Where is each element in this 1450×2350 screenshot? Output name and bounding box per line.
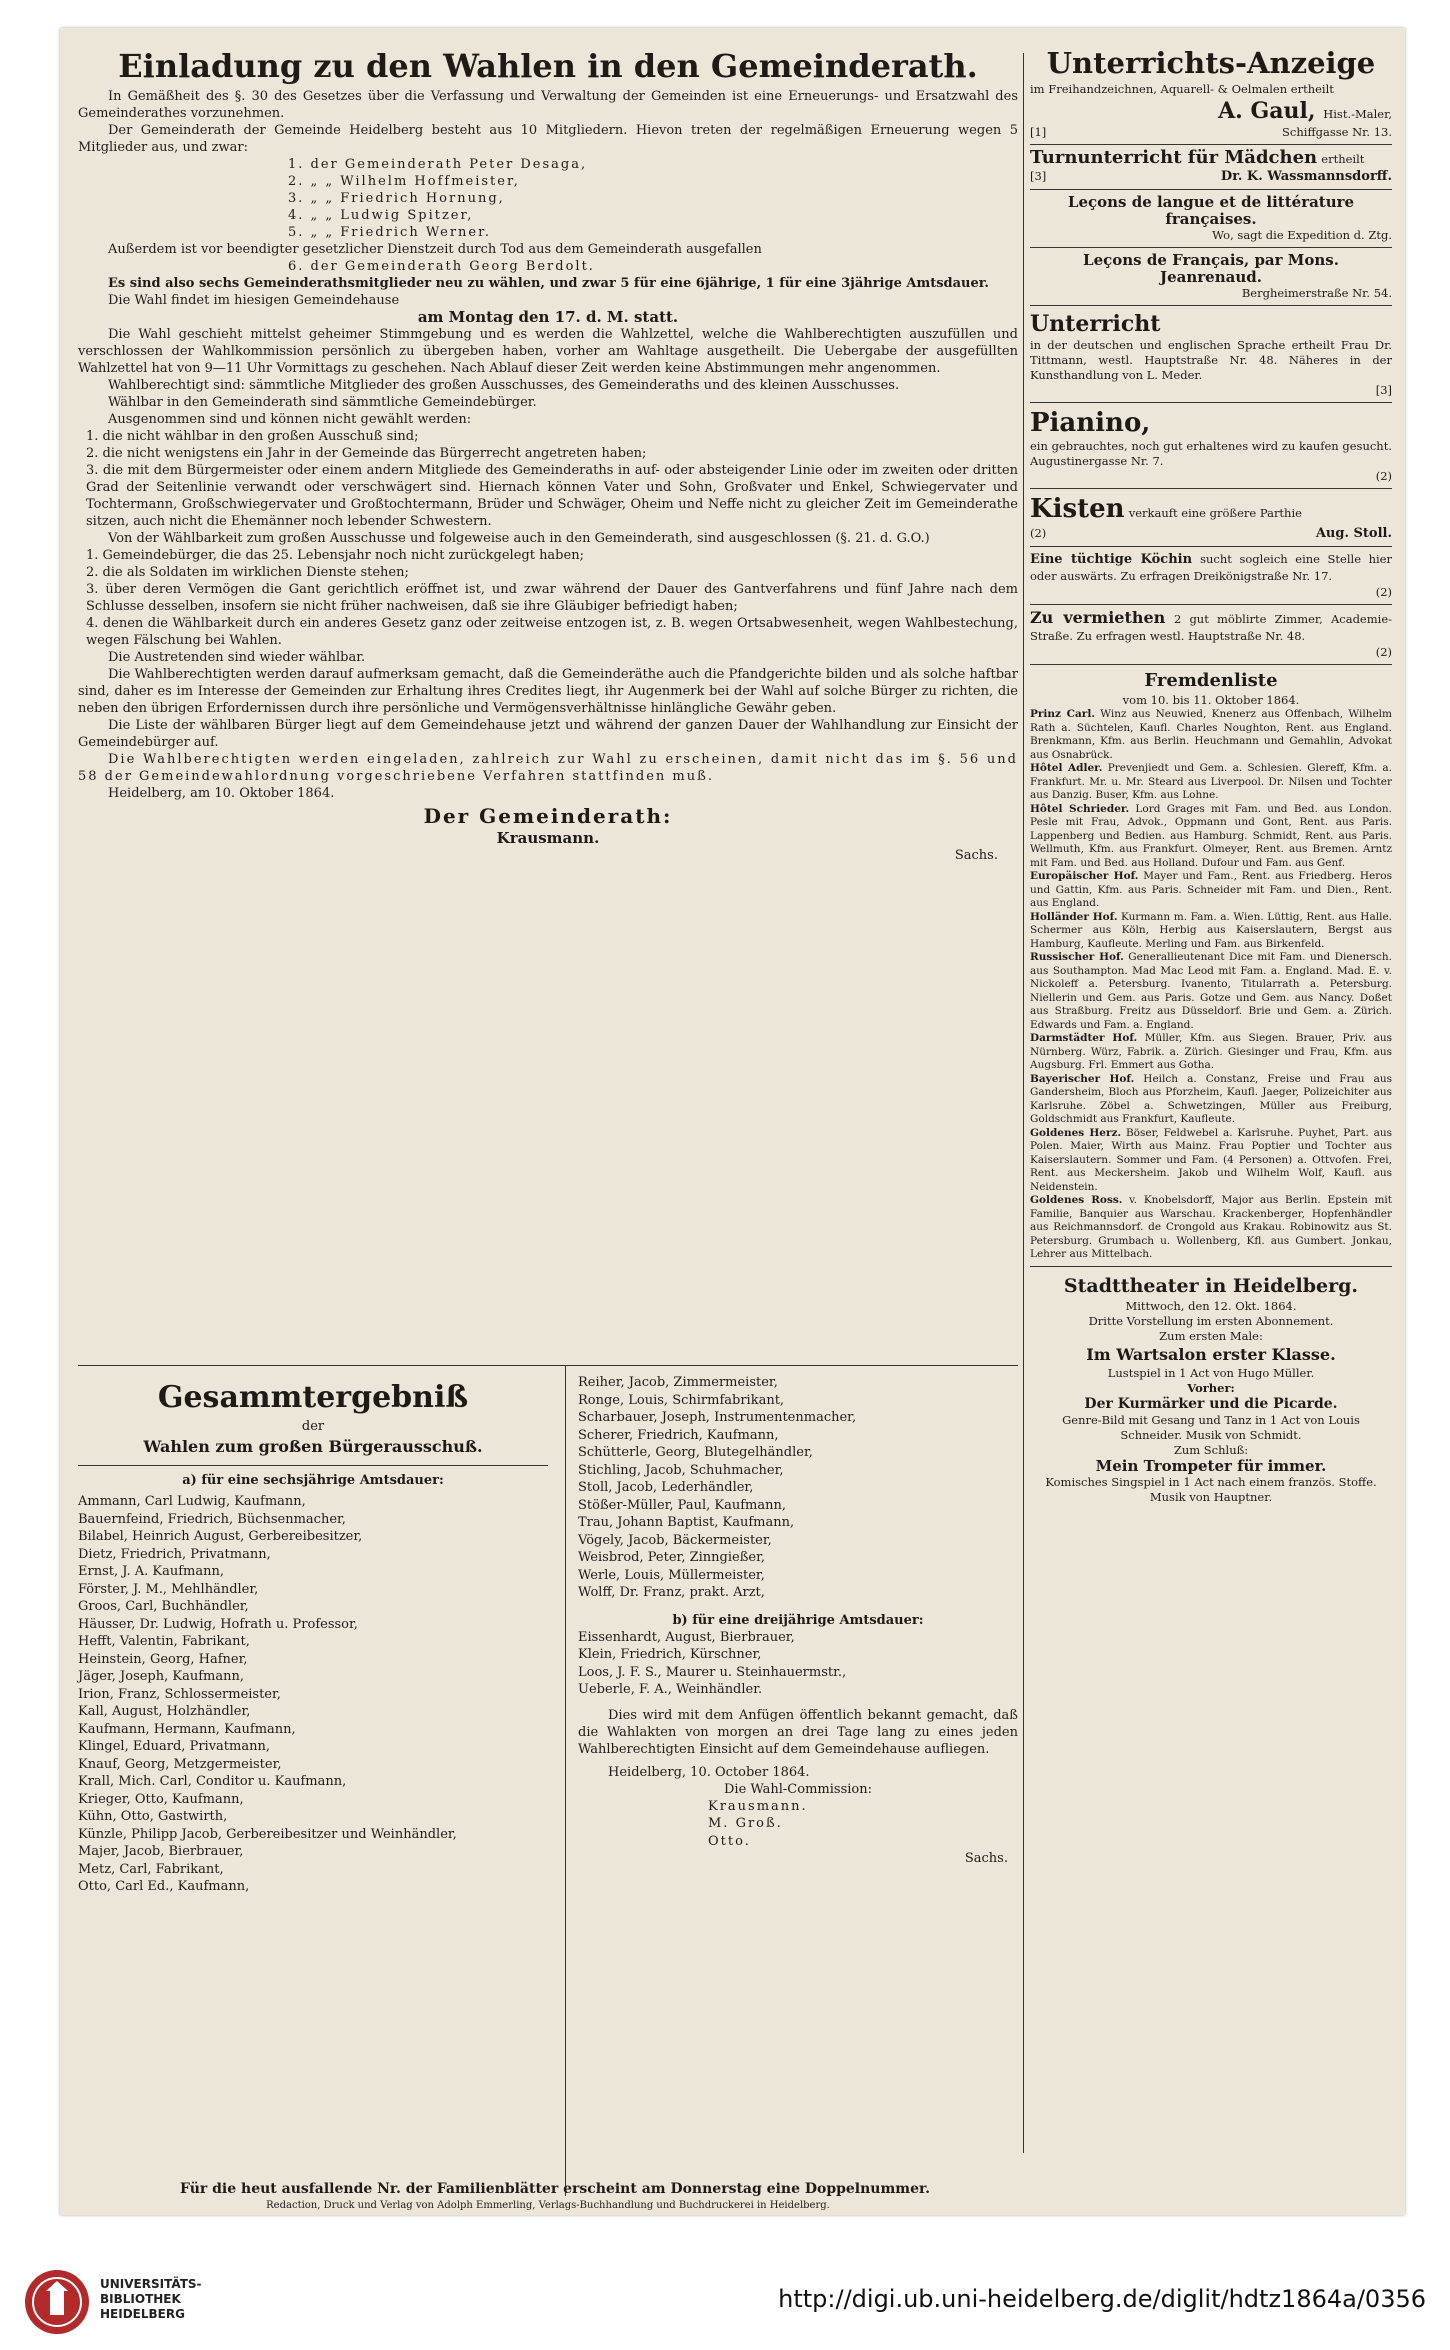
list-item: Eissenhardt, August, Bierbrauer,: [578, 1629, 795, 1645]
list-item: Loos, J. F. S., Maurer u. Steinhauermstr.,: [578, 1664, 847, 1680]
theater-line: Vorher:: [1187, 1380, 1235, 1395]
list-item: Werle, Louis, Müllermeister,: [578, 1567, 765, 1583]
hotel-name: Hôtel Adler.: [1030, 762, 1103, 774]
guest-list-date: vom 10. bis 11. Oktober 1864.: [1122, 693, 1300, 707]
list-item: Kaufmann, Hermann, Kaufmann,: [78, 1721, 296, 1737]
ad-cook: [1030, 547, 1392, 605]
theater-ad: [1030, 1267, 1392, 1505]
ad-name: A. Gaul,: [1218, 98, 1316, 124]
ad-title: Zu vermiethen: [1030, 608, 1166, 627]
guest-list-title: Fremdenliste: [1144, 670, 1278, 691]
list-item: 3. „ „ Friedrich Hornung,: [288, 191, 505, 206]
ad-footer: [1030, 525, 1392, 542]
subcolumn-divider: [565, 1366, 566, 2196]
list-item: Otto, Carl Ed., Kaufmann,: [78, 1879, 250, 1894]
list-item: 1. Gemeindebürger, die das 25. Lebensjahr noch nicht zurückgelegt haben;: [86, 548, 584, 563]
theater-date: Mittwoch, den 12. Okt. 1864.: [1125, 1298, 1297, 1313]
theater-line: Dritte Vorstellung im ersten Abonnement.: [1088, 1313, 1334, 1328]
library-line: BIBLIOTHEK: [100, 2292, 181, 2306]
play-subtitle: Komisches Singspiel in 1 Act nach einem französ. Stoffe. Musik von Hauptner.: [1045, 1474, 1377, 1504]
list-item: Stoll, Jacob, Lederhändler,: [578, 1480, 754, 1495]
list-item: Wolff, Dr. Franz, prakt. Arzt,: [578, 1585, 765, 1600]
hotel-name: Goldenes Herz.: [1030, 1126, 1122, 1139]
signature-title: Der Gemeinderath:: [423, 804, 673, 828]
ad-name: Aug. Stoll.: [1315, 526, 1392, 541]
hotel-name: Darmstädter Hof.: [1030, 1032, 1138, 1044]
retiring-members-list: [78, 156, 1018, 241]
list-item: 1. der Gemeinderath Peter Desaga,: [288, 157, 588, 172]
library-line: UNIVERSITÄTS-: [100, 2277, 202, 2291]
guest-entry: [1030, 870, 1392, 911]
column-divider: [1023, 53, 1024, 2153]
list-item: Bauernfeind, Friedrich, Büchsenmacher,: [78, 1511, 346, 1527]
commission-list: [578, 1798, 1018, 1851]
ad-title: Unterricht: [1030, 311, 1161, 337]
guest-text: Müller, Kfm. aus Siegen. Brauer, Priv. aus Nürnberg. Würz, Fabrik. a. Zürich. Giesinger und Frau, Kfm. aus Augsburg. Frl. Emmert aus Gotha.: [1030, 1032, 1392, 1071]
ad-marker: (2): [1030, 526, 1047, 540]
results-left-column: [78, 1366, 548, 2196]
paragraph: Außerdem ist vor beendigter gesetzlicher Dienstzeit durch Tod aus dem Gemeinderath ausgefallen: [108, 242, 762, 257]
ad-text: Bergheimerstraße Nr. 54.: [1241, 286, 1392, 300]
signature-right: Sachs.: [964, 1851, 1008, 1866]
names-a-left-list: [78, 1493, 548, 1896]
theater-title: Stadttheater in Heidelberg.: [1063, 1274, 1359, 1297]
ad-marker: [3]: [1030, 169, 1047, 183]
list-item: Heinstein, Georg, Hafner,: [78, 1651, 248, 1667]
list-item: Dietz, Friedrich, Privatmann,: [78, 1546, 271, 1562]
guest-entry: [1030, 803, 1392, 871]
list-item: Krausmann.: [708, 1798, 808, 1814]
ad-footer: [1030, 125, 1392, 140]
list-item: Stößer-Müller, Paul, Kaufmann,: [578, 1497, 786, 1513]
theater-line: Zum ersten Male:: [1159, 1328, 1263, 1343]
paragraph: Die Wahlberechtigten werden darauf aufmerksam gemacht, daß die Gemeinderäthe auch die Pfandgerichte bilden und als solche haftbar sind, daher es im Interesse der Gemeinden zur Erhaltung ihres Credites liegt, ihr Augenmerk bei der Wahl auf solche Bürger zu richten, die neben den übrigen Erfordernissen durch ihre persönliche und Vermögensverhältnisse hinlängliche Gewähr geben.: [78, 667, 1018, 716]
ad-body: [1030, 551, 1392, 585]
play-subtitle: Lustspiel in 1 Act von Hugo Müller.: [1107, 1365, 1315, 1380]
paragraph: Die Wahlberechtigten werden eingeladen, zahlreich zur Wahl zu erscheinen, damit nicht das im §. 56 und 58 der Gemeindewahlordnung vorgeschriebene Verfahren stattfinden muß.: [78, 752, 1018, 784]
exclusions-list-2: [78, 547, 1018, 649]
paragraph: Die Wahl geschieht mittelst geheimer Stimmgebung und es werden die Wahlzettel, welche die Wahlberechtigten auszufüllen und verschlossen der Wahlkommission persönlich zu übergeben haben, vorher am Wahltage ausgetheilt. Die Uebergabe der ausgefüllten Wahlzettel hat von 9—11 Uhr Vormittags zu geschehen. Nach Ablauf dieser Zeit werden keine Abstimmungen mehr angenommen.: [78, 327, 1018, 376]
list-item: Vögely, Jacob, Bäckermeister,: [578, 1532, 772, 1548]
ad-title: Kisten: [1030, 494, 1125, 524]
list-item: Ueberle, F. A., Weinhändler.: [578, 1682, 763, 1697]
paragraph: Von der Wählbarkeit zum großen Ausschusse und folgeweise auch in den Gemeinderath, sind ausgeschlossen (§. 21. d. G.O.): [108, 531, 930, 546]
ad-french-literature: [1030, 190, 1392, 248]
guest-entry: [1030, 708, 1392, 762]
guest-text: Mayer und Fam., Rent. aus Friedberg. Heros und Gattin, Kfm. aus Paris. Schneider mit Fam. und Dien., Rent. aus England.: [1030, 870, 1393, 909]
paragraph: Die Austretenden sind wieder wählbar.: [108, 650, 366, 665]
divider: [78, 1465, 548, 1466]
university-seal-icon: [22, 2267, 92, 2337]
list-item: Ernst, J. A. Kaufmann,: [78, 1564, 224, 1579]
signature-name: Krausmann.: [496, 829, 600, 847]
section-a-heading: a) für eine sechsjährige Amtsdauer:: [182, 1473, 444, 1488]
names-a-right-list: [578, 1374, 1018, 1602]
list-item: 5. „ „ Friedrich Werner.: [288, 225, 492, 240]
guest-text: Kurmann m. Fam. a. Wien. Lüttig, Rent. aus Halle. Schermer aus Köln, Herbig aus Kaiserslautern, Bergst aus Hamburg, Kaufleute. Merling und Fam. aus Birkenfeld.: [1030, 910, 1392, 950]
theater-line: Zum Schluß:: [1173, 1442, 1249, 1457]
ad-language-lessons: [1030, 306, 1392, 403]
ad-body: [1030, 609, 1392, 645]
list-item: 4. „ „ Ludwig Spitzer,: [288, 208, 474, 223]
paragraph: Ausgenommen sind und können nicht gewählt werden:: [108, 412, 472, 427]
ad-drawing-lessons: [1030, 28, 1392, 145]
ad-rooms: [1030, 605, 1392, 665]
list-item: Künzle, Philipp Jacob, Gerbereibesitzer und Weinhändler,: [78, 1826, 457, 1842]
list-item: 2. „ „ Wilhelm Hoffmeister,: [288, 174, 520, 189]
ad-role: Hist.-Maler,: [1323, 107, 1392, 121]
ad-marker: (2): [1375, 585, 1392, 599]
list-item: 2. die als Soldaten im wirklichen Dienste stehen;: [86, 565, 409, 580]
ad-text: verkauft eine größere Parthie: [1128, 506, 1302, 520]
guest-entry: [1030, 951, 1392, 1032]
list-item: Bilabel, Heinrich August, Gerbereibesitzer,: [78, 1529, 363, 1544]
ad-text: sucht sogleich eine Stelle hier oder auswärts. Zu erfragen Dreikönigstraße Nr. 17.: [1030, 552, 1392, 583]
ad-text: in der deutschen und englischen Sprache ertheilt Frau Dr. Tittmann, westl. Hauptstraße Nr. 48. Näheres in der Kunsthandlung von L. Meder.: [1030, 338, 1392, 382]
ad-footer: [1030, 168, 1392, 185]
guest-entry: [1030, 762, 1392, 803]
list-item: Scherer, Friedrich, Kaufmann,: [578, 1427, 779, 1443]
closing-paragraph: Dies wird mit dem Anfügen öffentlich bekannt gemacht, daß die Wahlakten von morgen an drei Tage lang zu eines jeden Wahlberechtigten Einsicht auf dem Gemeindehause aufliegen.: [578, 1707, 1018, 1757]
guest-text: Heilch a. Constanz, Freise und Frau aus Gandersheim, Bloch aus Pforzheim, Kaufl. Jaeger, Polizeichiter aus Karlsruhe. Zöbel a. Schwetzingen, Müller aus Freiburg, Goldschmidt aus Frankfurt, Kaufleute.: [1030, 1072, 1393, 1125]
list-item: Klingel, Eduard, Privatmann,: [78, 1739, 270, 1754]
guest-text: Prevenjiedt und Gem. a. Schlesien. Glereff, Kfm. a. Frankfurt. Mr. u. Mr. Steard aus Liverpool. Dr. Nilsen und Tochter aus Danzig. Buser, Kfm. aus Lohne.: [1030, 762, 1393, 801]
results-right-column: [578, 1366, 1018, 2196]
list-item: Häusser, Dr. Ludwig, Hofrath u. Professor,: [78, 1616, 358, 1632]
hotel-name: Russischer Hof.: [1030, 951, 1124, 963]
list-item: Reiher, Jacob, Zimmermeister,: [578, 1375, 778, 1390]
ad-french-lessons: [1030, 248, 1392, 306]
play-subtitle: Genre-Bild mit Gesang und Tanz in 1 Act von Louis Schneider. Musik von Schmidt.: [1062, 1412, 1360, 1442]
list-item: Ronge, Louis, Schirmfabrikant,: [578, 1392, 785, 1408]
ad-title: Leçons de langue et de littérature françaises.: [1067, 193, 1355, 228]
list-item: Knauf, Georg, Metzgermeister,: [78, 1756, 282, 1772]
guest-text: Böser, Feldwebel a. Karlsruhe. Puyhet, Part. aus Polen. Maier, Wirth aus Mainz. Frau Poptier und Tochter aus Kaiserslautern. Sommer und Fam. (4 Personen) a. Ottvofen. Frei, Rent. aus Meckersheim. Jakob und Wilhelm Wolf, Kaufl. aus Neidenstein.: [1030, 1126, 1392, 1193]
commission-title: Die Wahl-Commission:: [724, 1781, 872, 1797]
ad-advertiser: [1030, 97, 1392, 125]
imprint: Redaction, Druck und Verlag von Adolph Emmerling, Verlags-Buchhandlung und Buchdruckerei in Heidelberg.: [266, 2200, 830, 2211]
ad-text: im Freihandzeichnen, Aquarell- & Oelmalen ertheilt: [1030, 82, 1334, 96]
list-item: Otto.: [708, 1833, 751, 1849]
ad-text: ertheilt: [1321, 152, 1365, 166]
paragraph: In Gemäßheit des §. 30 des Gesetzes über die Verfassung und Verwaltung der Gemeinden ist eine Erneuerungs- und Ersatzwahl des Gemeinderathes vorzunehmen.: [78, 89, 1018, 121]
ad-marker: [1]: [1030, 125, 1047, 139]
ad-title: Leçons de Français, par Mons. Jeanrenaud.: [1083, 251, 1339, 286]
document-url-link[interactable]: http://digi.ub.uni-heidelberg.de/diglit/hdtz1864a/0356: [778, 2285, 1426, 2313]
list-item: 1. die nicht wählbar in den großen Ausschuß sind;: [86, 429, 419, 444]
left-column: [78, 28, 1018, 2215]
list-item: 3. über deren Vermögen die Gant gerichtlich eröffnet ist, und zwar während der Dauer des Gantverfahrens und fünf Jahre nach dem Schlusse desselben, insofern sie nicht früher nachweisen, daß sie ihre Gläubiger befriedigt haben;: [86, 582, 1018, 614]
guest-entry: [1030, 1194, 1392, 1262]
list-item: M. Groß.: [708, 1816, 783, 1831]
hotel-name: Holländer Hof.: [1030, 910, 1118, 923]
paragraph: Wählbar in den Gemeinderath sind sämmtliche Gemeindebürger.: [108, 395, 537, 410]
paragraph: Der Gemeinderath der Gemeinde Heidelberg besteht aus 10 Mitgliedern. Hievon treten der regelmäßigen Erneuerung wegen 5 Mitglieder aus, und zwar:: [78, 123, 1018, 155]
ad-pianino: [1030, 403, 1392, 489]
ad-gymnastics: [1030, 145, 1392, 190]
ad-heading: [1030, 149, 1392, 168]
names-b-list: [578, 1629, 1018, 1699]
list-item: Scharbauer, Joseph, Instrumentenmacher,: [578, 1410, 857, 1425]
guest-text: v. Knobelsdorff, Major aus Berlin. Epstein mit Familie, Banquier aus Warschau. Krackenberger, Hopfenhändler aus Reichmannsdorf. de Crongold aus Krakau. Robinowitz aus St. Petersburg. Grumbach u. Wollenberg, Kfl. aus Gumbert. Jonkau, Lehrer aus Mittelbach.: [1030, 1194, 1392, 1260]
list-item: Kühn, Otto, Gastwirth,: [78, 1809, 228, 1824]
list-item: Weisbrod, Peter, Zinngießer,: [578, 1550, 766, 1565]
election-invitation-title: Einladung zu den Wahlen in den Gemeinderath.: [118, 47, 978, 85]
list-item: Krieger, Otto, Kaufmann,: [78, 1791, 244, 1807]
list-item: Förster, J. M., Mehlhändler,: [78, 1581, 259, 1597]
list-item: Jäger, Joseph, Kaufmann,: [78, 1669, 244, 1684]
ad-boxes: [1030, 489, 1392, 547]
list-item: Schütterle, Georg, Blutegelhändler,: [578, 1445, 813, 1460]
list-item: Trau, Johann Baptist, Kaufmann,: [578, 1515, 795, 1530]
list-item: Majer, Jacob, Bierbrauer,: [78, 1844, 244, 1859]
hotel-name: Bayerischer Hof.: [1030, 1072, 1135, 1085]
library-line: HEIDELBERG: [100, 2307, 185, 2321]
paragraph: Es sind also sechs Gemeinderathsmitglieder neu zu wählen, und zwar 5 für eine 6jährige, 1 für eine 3jährige Amtsdauer.: [108, 276, 989, 291]
guest-list: [1030, 665, 1392, 1267]
list-item: Klein, Friedrich, Kürschner,: [578, 1647, 762, 1662]
ad-title: Unterrichts-Anzeige: [1046, 46, 1376, 80]
ad-address: Schiffgasse Nr. 13.: [1282, 125, 1392, 139]
election-results-section: [78, 1365, 1018, 2195]
closing-date: Heidelberg, 10. October 1864.: [608, 1764, 810, 1780]
signature-right: Sachs.: [954, 848, 998, 863]
list-item: 3. die mit dem Bürgermeister oder einem andern Mitgliede des Gemeinderaths in auf- oder absteigender Linie oder im zweiten oder dritten Grad der Seitenlinie verwandt oder verschwägert sind. Hiernach können Vater und Sohn, Großvater und Enkel, Schwiegervater und Tochtermann, Großschwiegervater und Großtochtermann, Brüder und Schwäger, Oheim und Neffe nicht zu gleicher Zeit im Gemeinderathe sitzen, auch nicht die Ehemänner noch lebender Schwestern.: [86, 463, 1018, 529]
results-der: der: [301, 1419, 325, 1434]
ad-marker: [3]: [1375, 383, 1392, 397]
ad-title: Pianino,: [1030, 408, 1151, 438]
viewer-footer: [0, 2225, 1450, 2350]
results-subtitle: Wahlen zum großen Bürgerausschuß.: [143, 1437, 483, 1456]
hotel-name: Europäischer Hof.: [1030, 870, 1139, 882]
guest-text: Winz aus Neuwied, Knenerz aus Offenbach, Wilhelm Rath a. Süchtelen, Kaufl. Charles Noughton, Rent. aus England. Brenkmann, Kfm. aus Berlin. Heuchmann und Gemahlin, Advokat aus Osnabrück.: [1030, 708, 1392, 761]
list-item: Groos, Carl, Buchhändler,: [78, 1599, 249, 1614]
play-title: Der Kurmärker und die Picarde.: [1084, 1395, 1338, 1412]
ad-text: 2 gut möblirte Zimmer, Academie-Straße. Zu erfragen westl. Hauptstraße Nr. 48.: [1030, 612, 1393, 643]
guest-entry: [1030, 911, 1392, 952]
list-item: Hefft, Valentin, Fabrikant,: [78, 1634, 250, 1649]
ad-text: ein gebrauchtes, noch gut erhaltenes wird zu kaufen gesucht. Augustinergasse Nr. 7.: [1030, 439, 1392, 468]
list-item: Metz, Carl, Fabrikant,: [78, 1861, 224, 1877]
newspaper-page: [60, 28, 1405, 2215]
exclusions-list: [78, 428, 1018, 530]
hotel-name: Hôtel Schrieder.: [1030, 802, 1130, 815]
list-item: Irion, Franz, Schlossermeister,: [78, 1686, 281, 1702]
list-item: 6. der Gemeinderath Georg Berdolt.: [288, 259, 595, 274]
list-item: Stichling, Jacob, Schuhmacher,: [578, 1462, 784, 1478]
play-title: Im Wartsalon erster Klasse.: [1086, 1344, 1336, 1364]
ad-title: Turnunterricht für Mädchen: [1030, 147, 1318, 168]
paragraph: Die Wahl findet im hiesigen Gemeindehause: [108, 293, 400, 308]
notice: Für die heut ausfallende Nr. der Familienblätter erscheint am Donnerstag eine Doppelnummer.: [180, 2181, 930, 2197]
ad-marker: (2): [1375, 469, 1392, 483]
guest-text: Lord Grages mit Fam. und Bed. aus London. Pesle mit Frau, Advok., Oppmann und Gont, Rent. aus Paris. Lappenberg und Bedien. aus Hamburg. Schmidt, Rent. aus Paris. Wellmuth, Kfm. aus Frankfurt. Olmeyer, Rent. aus Bremen. Arntz mit Fam. und Bed. aus Holland. Dufour und Fam. aus Genf.: [1030, 802, 1393, 869]
guest-entry: [1030, 1032, 1392, 1073]
library-name: [100, 2277, 202, 2322]
list-item: Kall, August, Holzhändler,: [78, 1704, 251, 1719]
hotel-name: Goldenes Ross.: [1030, 1194, 1123, 1206]
ad-title: Eine tüchtige Köchin: [1030, 552, 1193, 567]
paragraph: Die Liste der wählbaren Bürger liegt auf dem Gemeindehause jetzt und während der ganzen Dauer der Wahlhandlung zur Einsicht der Gemeindebürger auf.: [78, 718, 1018, 750]
ad-heading: [1030, 493, 1392, 525]
election-date: am Montag den 17. d. M. statt.: [417, 308, 679, 326]
list-item: 4. denen die Wählbarkeit durch ein anderes Gesetz ganz oder zeitweise entzogen ist, z. B. wegen Ortsabwesenheit, wegen Wahlbestechung, wegen Fälschung bei Wahlen.: [86, 616, 1018, 648]
play-title: Mein Trompeter für immer.: [1095, 1456, 1327, 1475]
hotel-name: Prinz Carl.: [1030, 708, 1095, 720]
guest-entry: [1030, 1073, 1392, 1127]
guest-entry: [1030, 1127, 1392, 1195]
ad-name: Dr. K. Wassmannsdorff.: [1220, 169, 1392, 184]
results-title: Gesammtergebniß: [157, 1380, 469, 1415]
list-item: Ammann, Carl Ludwig, Kaufmann,: [78, 1494, 306, 1509]
paragraph: Wahlberechtigt sind: sämmtliche Mitglieder des großen Ausschusses, des Gemeinderaths und des kleinen Ausschusses.: [108, 378, 900, 393]
guest-text: Generallieutenant Dice mit Fam. und Dienersch. aus Southampton. Mad Mac Leod mit Fam. a. England. Mad. E. v. Nickoleff a. Petersburg. Ivanento, Titularrath a. Petersburg. Niellerin und Gem. aus Paris. Gotze und Gem. aus Nancy. Doßet aus Straßburg. Freitz aus Düsseldorf. Brie und Gem. a. Zürich. Edwards und Fam. a. England.: [1030, 951, 1392, 1031]
list-item: Krall, Mich. Carl, Conditor u. Kaufmann,: [78, 1774, 347, 1789]
section-b-heading: b) für eine dreijährige Amtsdauer:: [672, 1612, 924, 1628]
place-date: Heidelberg, am 10. Oktober 1864.: [108, 786, 335, 801]
right-column: [1030, 28, 1392, 2215]
ad-text: Wo, sagt die Expedition d. Ztg.: [1212, 228, 1392, 242]
ad-marker: (2): [1375, 645, 1392, 659]
list-item: 2. die nicht wenigstens ein Jahr in der Gemeinde das Bürgerrecht angetreten haben;: [86, 446, 647, 461]
